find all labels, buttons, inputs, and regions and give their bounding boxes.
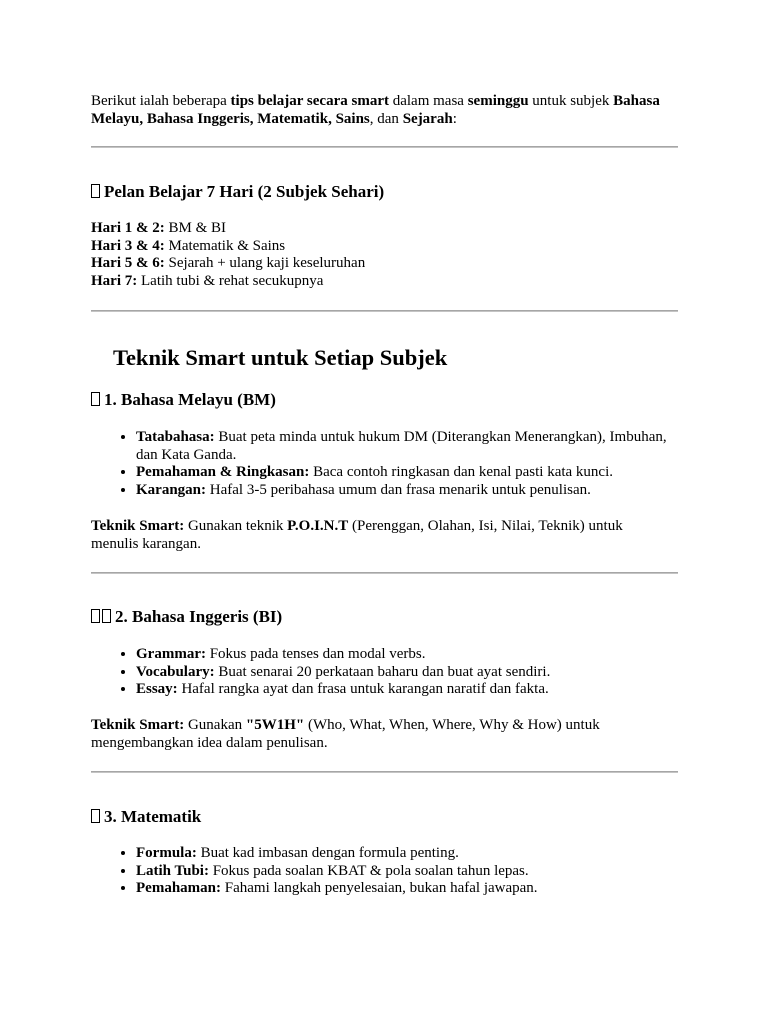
section-divider: [91, 572, 678, 574]
list-item: [136, 646, 678, 664]
missing-glyph-icon: [91, 609, 100, 623]
list-item: [136, 863, 678, 881]
schedule-day-label: Hari 5 & 6:: [91, 255, 165, 272]
smart-emphasis: "5W1H": [245, 717, 305, 733]
intro-text: dalam masa: [388, 93, 468, 109]
item-label: Pemahaman & Ringkasan:: [136, 464, 310, 481]
schedule-day-label: Hari 1 & 2:: [91, 220, 165, 236]
item-text: Baca contoh ringkasan dan kenal pasti kata kunci.: [309, 464, 614, 481]
item-text: Fokus pada soalan KBAT & pola soalan tahun lepas.: [208, 862, 529, 879]
smart-label: Teknik Smart:: [91, 518, 185, 534]
subject-heading-matematik: [91, 807, 201, 827]
list-item: [136, 429, 678, 464]
intro-text: , dan: [369, 110, 403, 127]
intro-emphasis: seminggu: [467, 93, 529, 109]
intro-text: Berikut ialah beberapa: [91, 93, 231, 109]
item-text: Fahami langkah penyelesaian, bukan hafal jawapan.: [221, 880, 538, 897]
subject-heading-text: 2. Bahasa Inggeris (BI): [115, 607, 283, 626]
plan-heading: [91, 182, 384, 202]
schedule-line: [91, 273, 678, 291]
item-label: Latih Tubi:: [136, 862, 209, 879]
item-label: Karangan:: [136, 481, 207, 498]
subject-heading-bm: [91, 390, 276, 410]
subject-tips-list-bi: [91, 646, 678, 699]
item-text: Hafal 3-5 peribahasa umum dan frasa menarik untuk penulisan.: [206, 481, 591, 498]
smart-technique-bi: [91, 717, 656, 752]
list-item: [136, 845, 678, 863]
schedule-day-label: Hari 3 & 4:: [91, 237, 165, 254]
intro-text: :: [452, 110, 457, 127]
list-item: [136, 482, 678, 500]
techniques-heading: Teknik Smart untuk Setiap Subjek: [113, 345, 448, 370]
item-text: Fokus pada tenses dan modal verbs.: [205, 646, 426, 662]
section-divider: [91, 771, 678, 773]
list-item: [136, 464, 678, 482]
schedule-line: [91, 255, 678, 273]
subject-tips-list-matematik: [91, 845, 678, 898]
item-text: Buat kad imbasan dengan formula penting.: [196, 845, 459, 861]
item-text: Buat senarai 20 perkataan baharu dan buat ayat sendiri.: [214, 663, 551, 680]
smart-text: Gunakan: [184, 717, 246, 733]
intro-emphasis: Sejarah: [402, 110, 453, 127]
plan-schedule: [91, 220, 678, 290]
schedule-day-text: Latih tubi & rehat secukupnya: [137, 272, 324, 289]
subject-heading-text: 1. Bahasa Melayu (BM): [104, 390, 276, 409]
smart-text: (Who, What, When, Where, Why & How) untuk mengembangkan idea dalam penulisan.: [91, 717, 600, 751]
section-divider: [91, 146, 678, 148]
smart-text: (Perenggan, Olahan, Isi, Nilai, Teknik) untuk menulis karangan.: [91, 518, 623, 552]
missing-glyph-icon: [102, 609, 111, 623]
schedule-day-text: BM & BI: [164, 220, 226, 236]
subject-heading-bi: [91, 607, 282, 627]
item-text: Hafal rangka ayat dan frasa untuk karangan naratif dan fakta.: [177, 681, 549, 698]
missing-glyph-icon: [91, 184, 100, 198]
item-label: Essay:: [136, 681, 178, 698]
list-item: [136, 681, 678, 699]
intro-paragraph: [91, 93, 678, 128]
list-item: [136, 880, 678, 898]
intro-emphasis: Bahasa Melayu, Bahasa Inggeris, Matematik, Sains: [91, 93, 660, 127]
item-label: Vocabulary:: [136, 663, 215, 680]
list-item: [136, 664, 678, 682]
schedule-line: [91, 220, 678, 238]
item-label: Tatabahasa:: [136, 429, 215, 445]
plan-heading-text: Pelan Belajar 7 Hari (2 Subjek Sehari): [104, 182, 385, 201]
schedule-day-label: Hari 7:: [91, 272, 138, 289]
subject-tips-list-bm: [91, 429, 678, 499]
item-label: Grammar:: [136, 646, 206, 662]
smart-text: Gunakan teknik: [184, 518, 288, 534]
smart-label: Teknik Smart:: [91, 717, 185, 733]
schedule-day-text: Matematik & Sains: [164, 237, 286, 254]
missing-glyph-icon: [91, 392, 100, 406]
schedule-line: [91, 238, 678, 256]
intro-text: untuk subjek: [528, 93, 614, 109]
smart-emphasis: P.O.I.N.T: [287, 518, 349, 534]
schedule-day-text: Sejarah + ulang kaji keseluruhan: [164, 255, 366, 272]
subject-heading-text: 3. Matematik: [104, 807, 202, 826]
missing-glyph-icon: [91, 809, 100, 823]
item-label: Pemahaman:: [136, 880, 221, 897]
item-text: Buat peta minda untuk hukum DM (Diterangkan Menerangkan), Imbuhan, dan Kata Ganda.: [136, 429, 667, 463]
section-divider: [91, 310, 678, 312]
intro-emphasis: tips belajar secara smart: [230, 93, 389, 109]
smart-technique-bm: [91, 518, 656, 553]
item-label: Formula:: [136, 845, 197, 861]
